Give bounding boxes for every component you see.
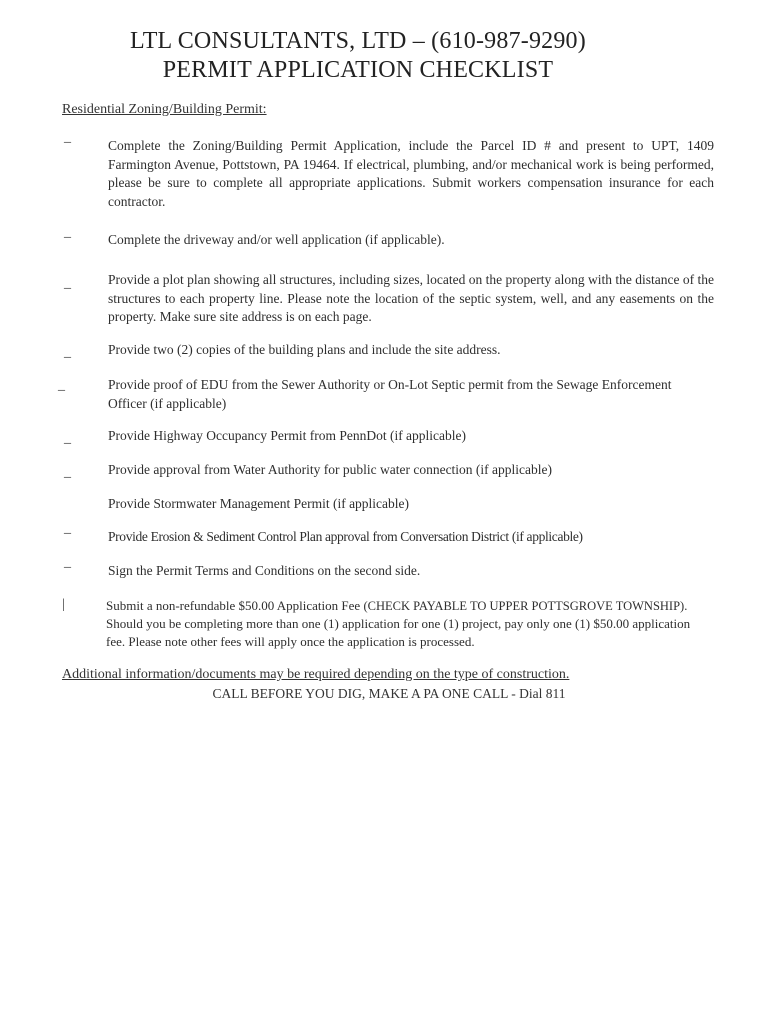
document-title-company: LTL CONSULTANTS, LTD – (610-987-9290): [130, 28, 586, 54]
checklist-item-application-fee: [106, 597, 701, 651]
checkbox-mark: _: [64, 276, 71, 291]
checklist-item-building-plans: Provide two (2) copies of the building plans and include the site address.: [108, 342, 501, 357]
checklist-item-highway-occupancy: Provide Highway Occupancy Permit from PennDot (if applicable): [108, 428, 467, 443]
checkbox-mark: _: [64, 431, 71, 446]
additional-info-note: Additional information/documents may be required depending on the type of construction.: [62, 667, 570, 682]
call-before-you-dig: CALL BEFORE YOU DIG, MAKE A PA ONE CALL - Dial 811: [212, 686, 566, 701]
checkbox-mark: _: [58, 378, 65, 393]
checkbox-mark: _: [64, 130, 71, 145]
document-title-checklist: PERMIT APPLICATION CHECKLIST: [162, 57, 554, 83]
checklist-item-water-authority: Provide approval from Water Authority for public water connection (if applicable): [108, 462, 553, 477]
checklist-item-driveway-well: Complete the driveway and/or well application (if applicable).: [108, 232, 445, 247]
checkbox-mark: _: [64, 225, 71, 240]
checkbox-mark: _: [64, 521, 71, 536]
fee-text-detail: Should you be completing more than one (1) application for one (1) project, pay only one (1) $50.00 application fee. Please note other fees will apply once the application is processed.: [106, 616, 691, 649]
fee-text-payable: (CHECK PAYABLE TO UPPER POTTSGROVE TOWNSHIP).: [363, 599, 688, 613]
section-heading: Residential Zoning/Building Permit:: [62, 102, 267, 117]
checkbox-mark: _: [64, 555, 71, 570]
fee-text-lead: Submit a non-refundable $50.00 Application Fee: [106, 598, 364, 613]
checklist-item-sign-terms: Sign the Permit Terms and Conditions on the second side.: [108, 563, 421, 578]
checklist-item-edu-septic: Provide proof of EDU from the Sewer Authority or On-Lot Septic permit from the Sewage Enforcement Officer (if applicable): [108, 377, 672, 411]
checklist-item-stormwater: Provide Stormwater Management Permit (if applicable): [108, 496, 410, 511]
checkbox-mark: |: [62, 597, 65, 612]
checklist-item-permit-application: Complete the Zoning/Building Permit Application, include the Parcel ID # and present to UPT, 1409 Farmington Avenue, Pottstown, PA 19464. If electrical, plumbing, and/or mechanical work is being performed, please be sure to complete all appropriate applications. Submit workers compensation insurance for each contractor.: [108, 138, 714, 209]
checkbox-mark: _: [64, 465, 71, 480]
checklist-item-plot-plan: Provide a plot plan showing all structures, including sizes, located on the property along with the distance of the structures to each property line. Please note the location of the septic system, well, and any easements on the property. Make sure site address is on each page.: [108, 272, 714, 324]
checkbox-mark: _: [64, 345, 71, 360]
checklist-item-erosion-control: Provide Erosion & Sediment Control Plan approval from Conversation District (if applicable): [108, 529, 583, 544]
